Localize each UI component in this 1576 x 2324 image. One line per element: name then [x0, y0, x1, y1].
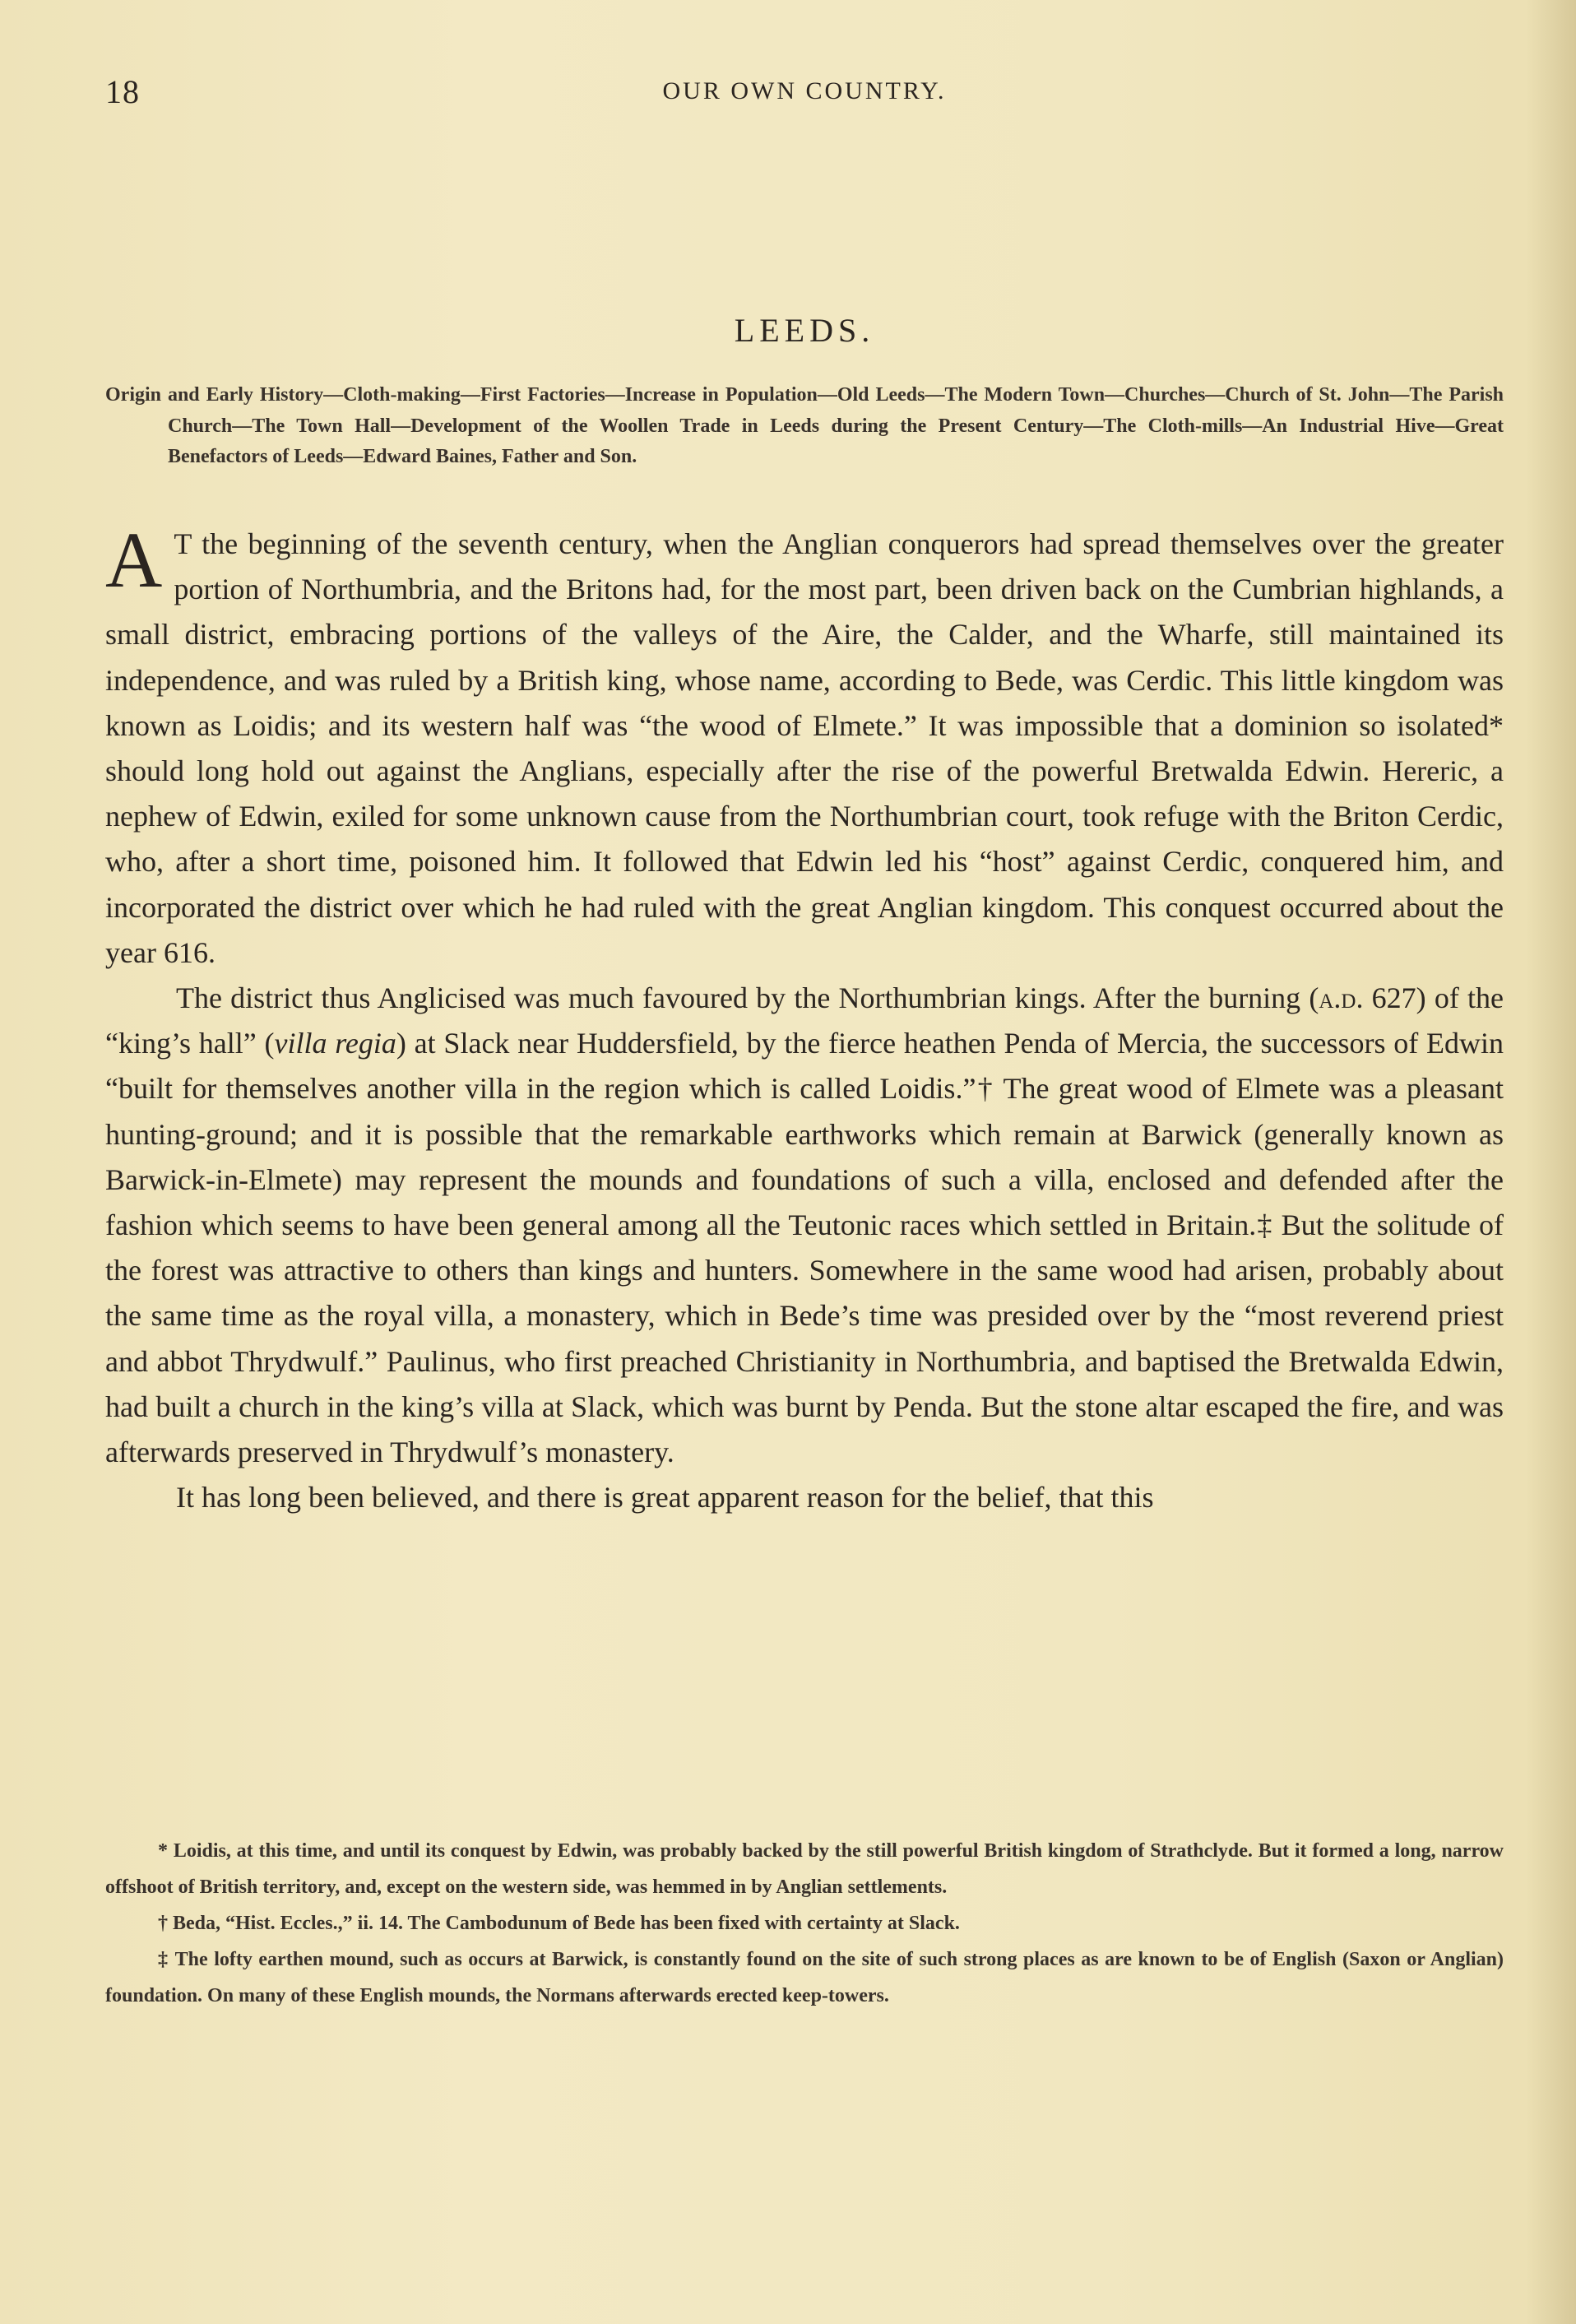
running-title: OUR OWN COUNTRY.	[662, 77, 947, 104]
paragraph-1	[105, 516, 1504, 976]
footnotes	[105, 1833, 1504, 2014]
paragraph-2-text-d: The great wood of Elmete was a pleasant hunting-ground; and it is possible that the remarkable earthworks which remain at Barwick (generally known as Barwick-in-Elmete) may represent the mounds and foundations of such a villa, enclosed and defended after the fashion which seems to have been general among all the Teutonic races which settled in Britain.	[105, 1072, 1504, 1242]
running-head	[105, 72, 1504, 114]
paragraph-3-text: It has long been believed, and there is great apparent reason for the belief, that this	[176, 1481, 1154, 1515]
chapter-synopsis: Origin and Early History—Cloth-making—First Factories—Increase in Population—Old Leeds—The Modern Town—Churches—Church of St. John—The Parish Church—The Town Hall—Development of the Woollen Trade in Leeds during the Present Century—The Cloth-mills—An Industrial Hive—Great Benefactors of Leeds—Edward Baines, Father and Son.	[105, 384, 1504, 467]
paragraph-2-text-a: The district thus Anglicised was much favoured by the Northumbrian kings. After the burning (	[176, 981, 1319, 1015]
page-edge-shading	[1527, 0, 1576, 2324]
page-number: 18	[105, 73, 140, 110]
footnote-2: † Beda, “Hist. Eccles.,” ii. 14. The Cambodunum of Bede has been fixed with certainty at Slack.	[158, 1913, 960, 1934]
footnote-mark-dagger: †	[976, 1072, 994, 1106]
body-text	[105, 516, 1504, 1520]
paragraph-2-text-b: 627) of the “king’s hall” (	[105, 981, 1504, 1060]
latin-phrase: villa regia	[274, 1027, 396, 1060]
chapter-title: LEEDS.	[734, 312, 875, 349]
footnote-3: ‡ The lofty earthen mound, such as occurs at Barwick, is constantly found on the site of such strong places as are known to be of English (Saxon or Anglian) foundation. On many of these English mounds, the Normans afterwards erected keep-towers.	[105, 1949, 1504, 2006]
paragraph-1-text-a: T the beginning of the seventh century, when the Anglian conquerors had spread themselves over the greater portion of Northumbria, and the Britons had, for the most part, been driven back on the Cumbrian highlands, a small district, embracing portions of the valleys of the Aire, the Calder, and the Wharfe, still maintained its independence, and was ruled by a British king, whose name, according to Bede, was Cerdic. This little kingdom was known as Loidis; and its western half was “the wood of Elmete.” It was impossible that a dominion so isolated	[105, 527, 1504, 742]
paragraph-2-text-c: ) at Slack near Huddersfield, by the fierce heathen Penda of Mercia, the successors of Edwin “built for themselves another villa in the region which is called Loidis.”	[105, 1027, 1504, 1106]
paragraph-1-text-b: should long hold out against the Anglians, especially after the rise of the powerful Bretwalda Edwin. Hereric, a nephew of Edwin, exiled for some unknown cause from the Northumbrian court, took refuge with the Briton Cerdic, who, after a short time, poisoned him. It followed that Edwin led his “host” against Cerdic, conquered him, and incorporated the district over which he had ruled with the great Anglian kingdom. This conquest occurred about the year 616.	[105, 754, 1504, 969]
paragraph-3	[105, 1475, 1504, 1520]
footnote-mark-double-dagger: ‡	[1256, 1208, 1273, 1242]
drop-cap: A	[105, 516, 163, 604]
footnote-1: * Loidis, at this time, and until its conquest by Edwin, was probably backed by the still powerful British kingdom of Strathclyde. But it formed a long, narrow offshoot of British territory, and, except on the western side, was hemmed in by Anglian settlements.	[105, 1840, 1504, 1898]
paragraph-2	[105, 976, 1504, 1475]
footnote-mark-asterisk: *	[1489, 708, 1504, 742]
era-abbreviation: a.d.	[1319, 981, 1364, 1015]
paragraph-2-text-e: But the solitude of the forest was attractive to others than kings and hunters. Somewhere in the same wood had arisen, probably about the same time as the royal villa, a monastery, which in Bede’s time was presided over by the “most reverend priest and abbot Thrydwulf.” Paulinus, who first preached Christianity in Northumbria, and baptised the Bretwalda Edwin, had built a church in the king’s villa at Slack, which was burnt by Penda. But the stone altar escaped the fire, and was afterwards preserved in Thrydwulf’s monastery.	[105, 1208, 1504, 1469]
